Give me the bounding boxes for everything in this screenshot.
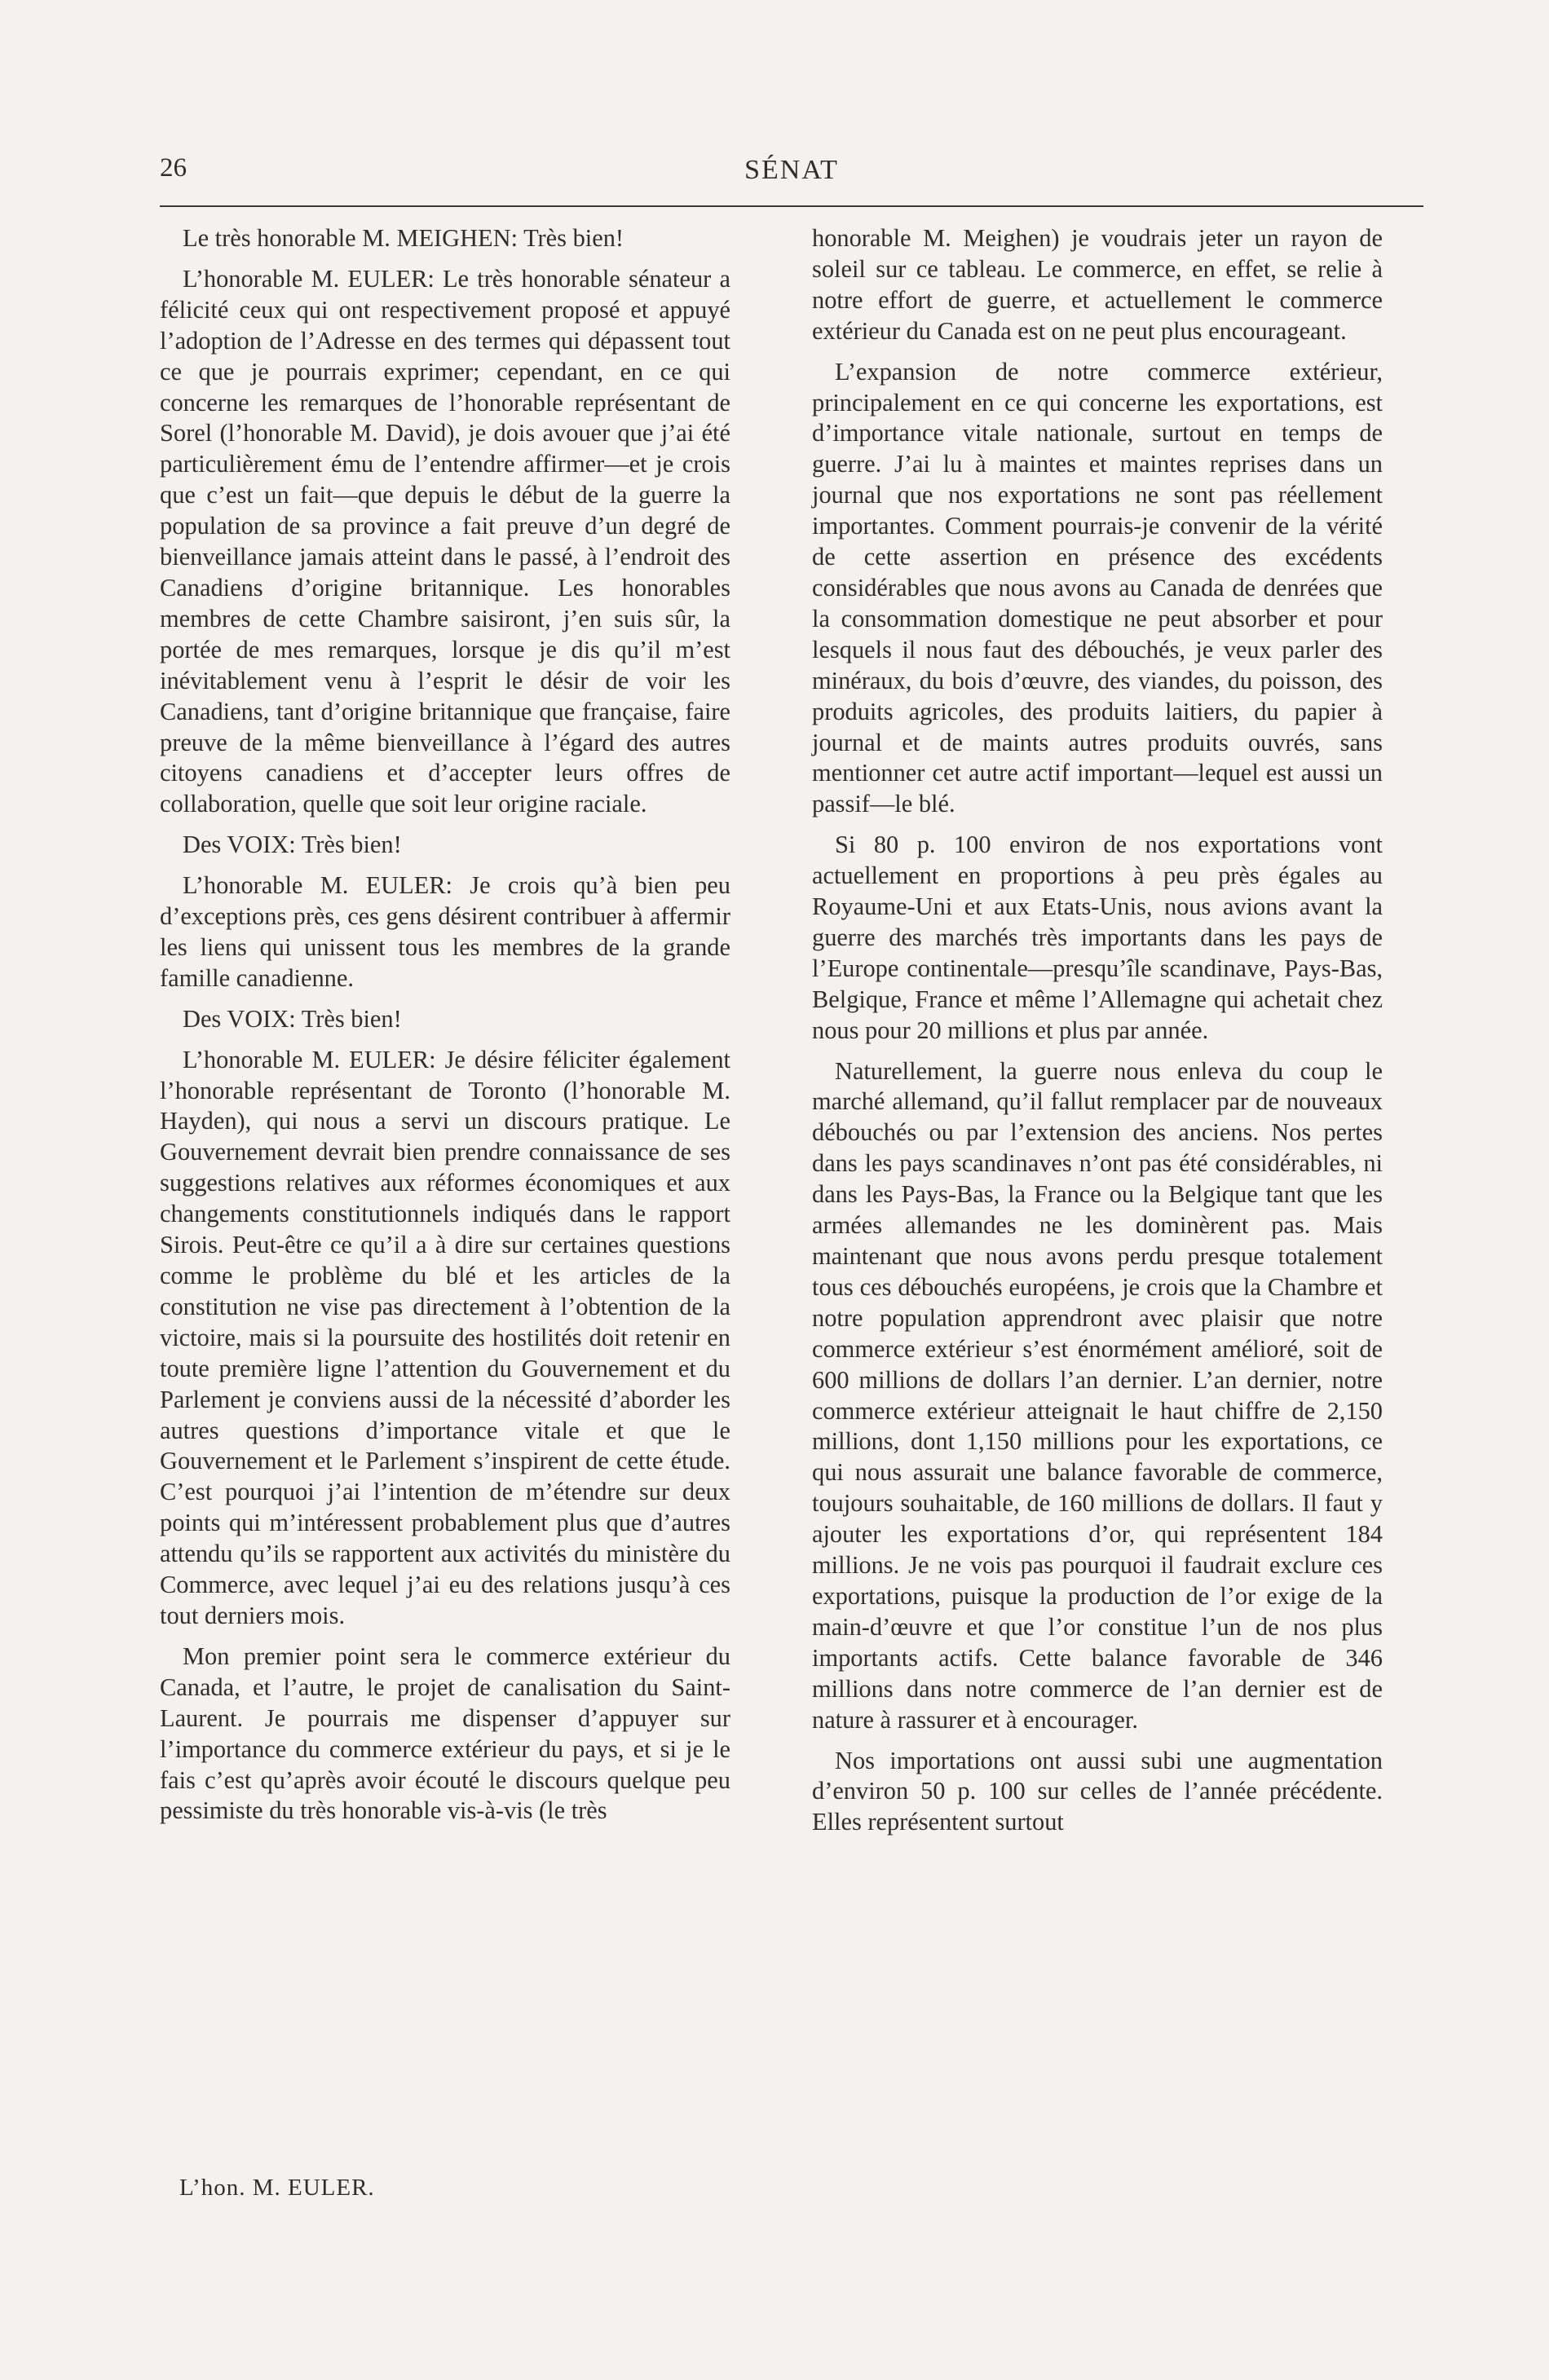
- paragraph: L’expansion de notre commerce extérieur, principalement en ce qui concerne les exportations, est d’importance vitale nationale, surtout en temps de guerre. J’ai lu à maintes et maintes reprises dans un journal que nos exportations ne sont pas réellement importantes. Comment pourrais-je convenir de la vérité de cette assertion en présence des excédents considérables que nous avons au Canada de denrées que la consommation domestique ne peut absorber et pour lesquels il nous faut des débouchés, je veux parler des minéraux, du bois d’œuvre, des viandes, du poisson, des produits agricoles, des produits laitiers, du papier à journal et de maints autres produits ouvrés, sans mentionner cet autre actif important—lequel est aussi un passif—le blé.: [812, 357, 1383, 818]
- paragraph-continuation: honorable M. Meighen) je voudrais jeter un rayon de soleil sur ce tableau. Le commerce, en effet, se relie à notre effort de guerre, et actuellement le commerce extérieur du Canada est on ne peut plus encourageant.: [812, 224, 1383, 345]
- paragraph: Le très honorable M. MEIGHEN: Très bien!: [183, 224, 624, 252]
- right-column: [812, 223, 1383, 1848]
- left-column: [160, 223, 730, 1836]
- paragraph: Mon premier point sera le commerce extérieur du Canada, et l’autre, le projet de canalisation du Saint-Laurent. Je pourrais me dispenser d’appuyer sur l’importance du commerce extérieur du pays, et si je le fais c’est qu’après avoir écouté le discours quelque peu pessimiste du très honorable vis-à-vis (le très: [160, 1642, 730, 1825]
- paragraph: L’honorable M. EULER: Le très honorable sénateur a félicité ceux qui ont respectivement proposé et appuyé l’adoption de l’Adresse en des termes qui dépassent tout ce que je pourrais exprimer; cependant, en ce qui concerne les remarques de l’honorable représentant de Sorel (l’honorable M. David), je dois avouer que j’ai été particulièrement ému de l’entendre affirmer—et je crois que c’est un fait—que depuis le début de la guerre la population de sa province a fait preuve d’un degré de bienveillance jamais atteint dans le passé, à l’endroit des Canadiens d’origine britannique. Les honorables membres de cette Chambre saisiront, j’en suis sûr, la portée de mes remarques, lorsque je dis qu’il m’est inévitablement venu à l’esprit le désir de voir les Canadiens, tant d’origine britannique que française, faire preuve de la même bienveillance à l’égard des autres citoyens canadiens et d’accepter leurs offres de collaboration, quelle que soit leur origine raciale.: [160, 264, 730, 818]
- header-rule: [160, 205, 1423, 207]
- paragraph: Des VOIX: Très bien!: [183, 831, 402, 859]
- paragraph: Naturellement, la guerre nous enleva du coup le marché allemand, qu’il fallut remplacer par de nouveaux débouchés ou par l’extension des anciens. Nos pertes dans les pays scandinaves n’ont pas été considérables, ni dans les Pays-Bas, la France ou la Belgique tant que les armées allemandes ne les dominèrent pas. Mais maintenant que nous avons perdu presque totalement tous ces débouchés européens, je crois que la Chambre et notre population apprendront avec plaisir que notre commerce extérieur s’est énormément amélioré, soit de 600 millions de dollars l’an dernier. L’an dernier, notre commerce extérieur atteignait le haut chiffre de 2,150 millions, dont 1,150 millions pour les exportations, ce qui nous assurait une balance favorable de commerce, toujours souhaitable, de 160 millions de dollars. Il faut y ajouter les exportations d’or, qui représentent 184 millions. Je ne vois pas pourquoi il faudrait exclure ces exportations, puisque la production de l’or exige de la main-d’œuvre et que l’or constitue l’un de nos plus importants actifs. Cette balance favorable de 346 millions dans notre commerce de l’an dernier est de nature à rassurer et à encourager.: [812, 1056, 1383, 1734]
- running-title: SÉNAT: [744, 155, 839, 185]
- paragraph: L’honorable M. EULER: Je crois qu’à bien peu d’exceptions près, ces gens désirent contribuer à affermir les liens qui unissent tous les membres de la grande famille canadienne.: [160, 871, 730, 992]
- paragraph: L’honorable M. EULER: Je désire féliciter également l’honorable représentant de Toronto (l’honorable M. Hayden), qui nous a servi un discours pratique. Le Gouvernement devrait bien prendre connaissance de ses suggestions relatives aux réformes économiques et aux changements constitutionnels indiqués dans le rapport Sirois. Peut-être ce qu’il a à dire sur certaines questions comme le problème du blé et les articles de la constitution ne vise pas directement à l’obtention de la victoire, mais si la poursuite des hostilités doit retenir en toute première ligne l’attention du Gouvernement et du Parlement je conviens aussi de la nécessité d’aborder les autres questions d’importance vitale et que le Gouvernement et le Parlement s’inspirent de cette étude. C’est pourquoi j’ai l’intention de m’étendre sur deux points qui m’intéressent probablement plus que d’autres attendu qu’ils se rapportent aux activités du ministère du Commerce, avec lequel j’ai eu des relations jusqu’à ces tout derniers mois.: [160, 1045, 730, 1629]
- page-number: 26: [160, 153, 187, 183]
- paragraph: Nos importations ont aussi subi une augmentation d’environ 50 p. 100 sur celles de l’année précédente. Elles représentent surtout: [812, 1746, 1383, 1836]
- paragraph: Si 80 p. 100 environ de nos exportations vont actuellement en proportions à peu près égales au Royaume-Uni et aux Etats-Unis, nous avions avant la guerre des marchés très importants dans les pays de l’Europe continentale—presqu’île scandinave, Pays-Bas, Belgique, France et même l’Allemagne qui achetait chez nous pour 20 millions et plus par année.: [812, 831, 1383, 1044]
- paragraph: Des VOIX: Très bien!: [183, 1004, 402, 1033]
- speaker-footer: L’hon. M. EULER.: [179, 2175, 375, 2201]
- page-header: [160, 153, 1423, 194]
